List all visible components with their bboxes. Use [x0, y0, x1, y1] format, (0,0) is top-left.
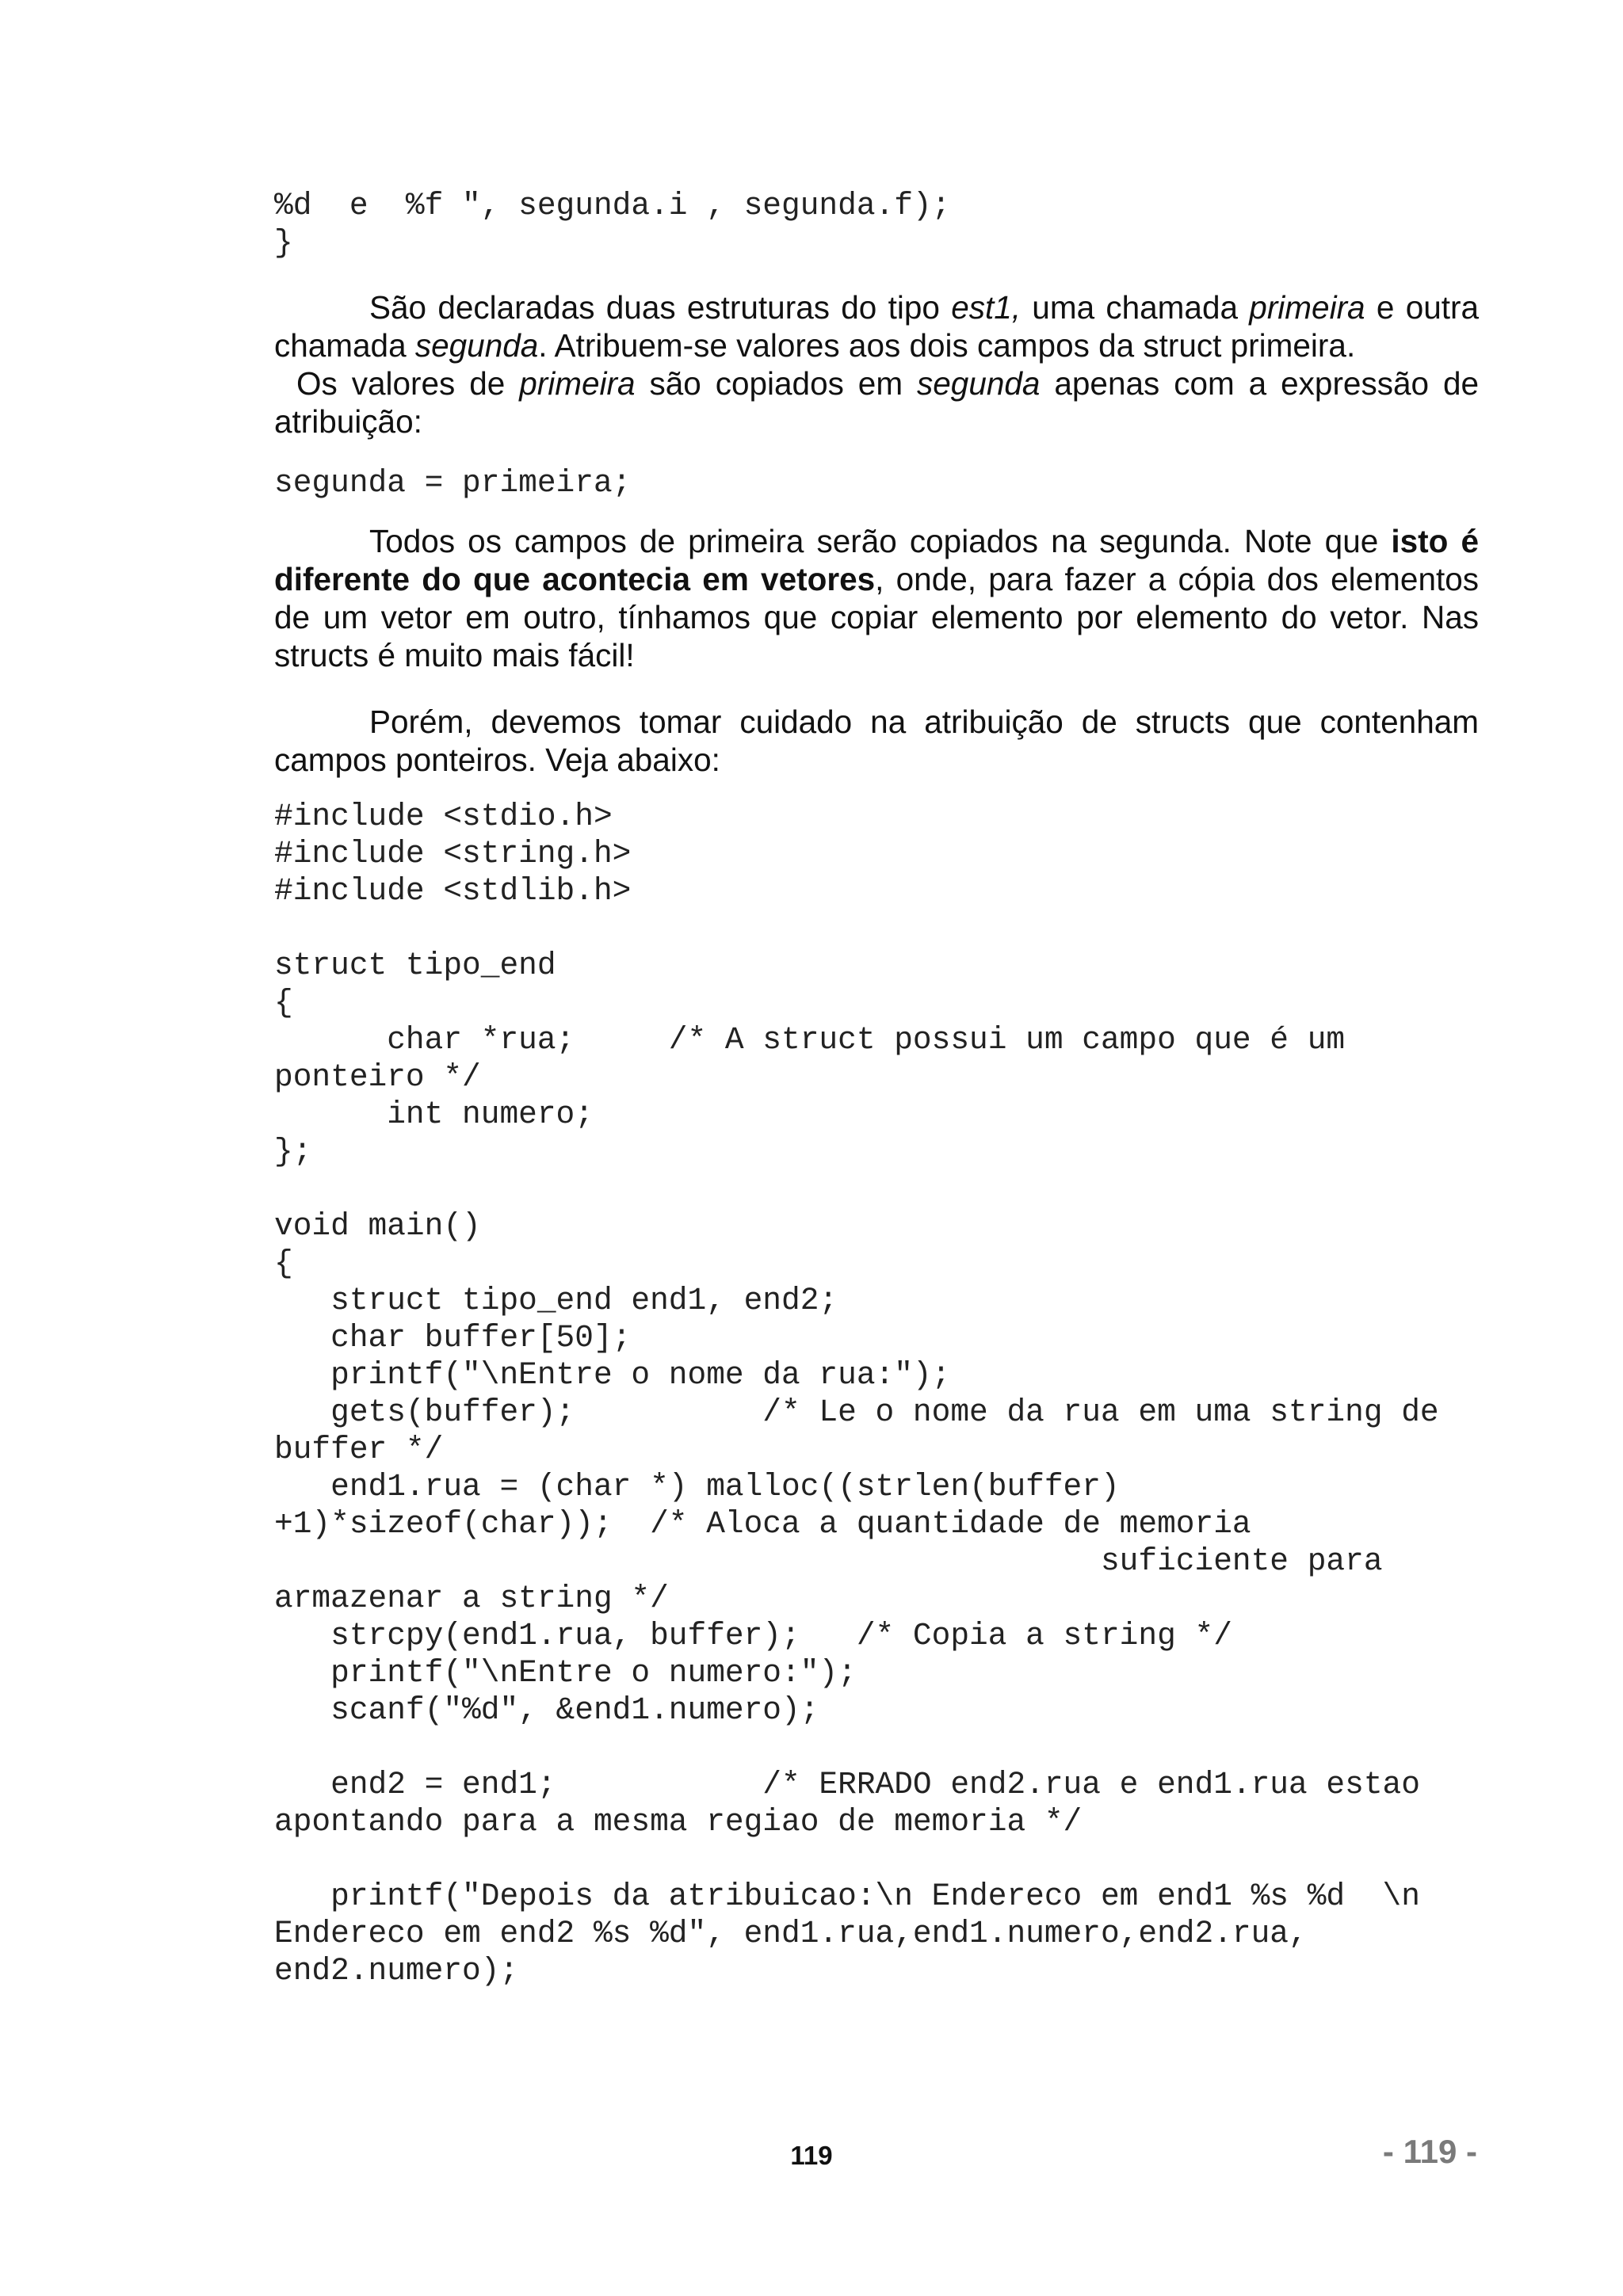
- paragraph-fields-copied: Todos os campos de primeira serão copiados na segunda. Note que isto é diferente do que acontecia em vetores, onde, para fazer a cópia dos elementos de um vetor em outro, tínhamos que copiar elemento por elemento do vetor. Nas structs é muito mais fácil!: [274, 523, 1479, 673]
- page-content: [274, 187, 1479, 1989]
- paragraph-copy-values: Os valores de primeira são copiados em segunda apenas com a expressão de atribuição:: [274, 365, 1480, 440]
- code-block-main: #include <stdio.h> #include <string.h> #include <stdlib.h> struct tipo_end { char *rua; /* A struct possui um campo que é um ponteiro */ int numero; }; void main() { struct tipo_end end1, end2; char buffer[50]; printf("\nEntre o nome da rua:"); gets(buffer); /* Le o nome da rua em uma string de buffer */ end1.rua = (char *) malloc((strlen(buffer) +1)*sizeof(char)); /* Aloca a quantidade de memoria suficiente para armazenar a string */ strcpy(end1.rua, buffer); /* Copia a string */ printf("\nEntre o numero:"); scanf("%d", &end1.numero); end2 = end1; /* ERRADO end2.rua e end1.rua estao apontando para a mesma regiao de memoria */ printf("Depois da atribuicao:\n Endereco em end1 %s %d \n Endereco em end2 %s %d", end1.rua,end1.numero,end2.rua, end2.numero);: [274, 799, 1439, 1989]
- paragraph-struct-declaration: São declaradas duas estruturas do tipo est1, uma chamada primeira e outra chamada segunda. Atribuem-se valores aos dois campos da struct primeira.: [274, 289, 1480, 364]
- paragraph-pointer-warning: Porém, devemos tomar cuidado na atribuição de structs que contenham campos ponteiros. Veja abaixo:: [274, 704, 1479, 778]
- code-block-top: %d e %f ", segunda.i , segunda.f); }: [274, 188, 951, 261]
- code-assign: segunda = primeira;: [274, 465, 632, 501]
- page-number-center: 119: [790, 2141, 833, 2170]
- page-number-right: - 119 -: [1382, 2133, 1477, 2170]
